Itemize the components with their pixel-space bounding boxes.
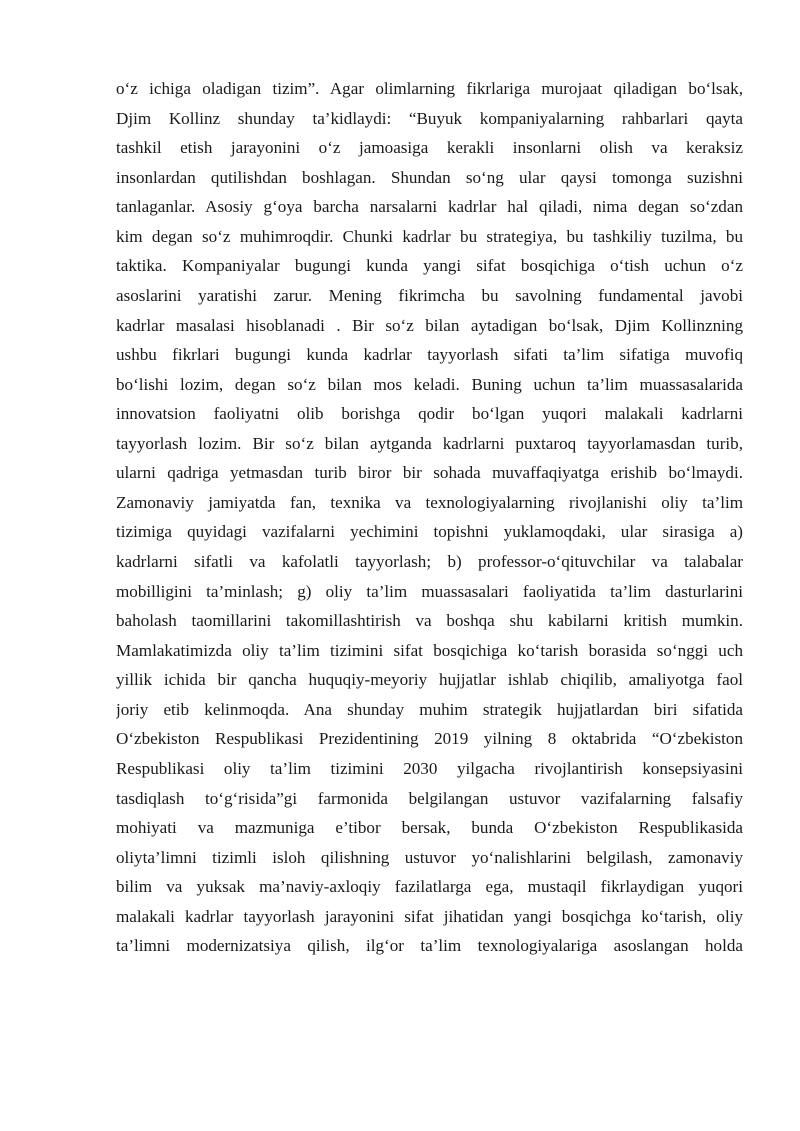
text-line: baholash taomillarini takomillashtirish va boshqa shu kabilarni kritish mumkin. <box>116 611 743 631</box>
text-line: malakali kadrlar tayyorlash jarayonini sifat jihatidan yangi bosqichga ko‘tarish, oliy <box>116 906 743 926</box>
text-line: kim degan so‘z muhimroqdir. Chunki kadrlar bu strategiya, bu tashkiliy tuzilma, bu <box>116 226 743 246</box>
text-line: taktika. Kompaniyalar bugungi kunda yangi sifat bosqichiga o‘tish uchun o‘z <box>116 256 743 276</box>
text-line: joriy etib kelinmoqda. Ana shunday muhim strategik hujjatlardan biri sifatida <box>116 699 743 719</box>
text-line: tashkil etish jarayonini o‘z jamoasiga kerakli insonlarni olish va keraksiz <box>116 138 743 158</box>
text-line: tizimiga quyidagi vazifalarni yechimini topishni yuklamoqdaki, ular sirasiga a) <box>116 522 743 542</box>
text-line: O‘zbekiston Respublikasi Prezidentining 2019 yilning 8 oktabrida “O‘zbekiston <box>116 729 743 749</box>
text-line: bo‘lishi lozim, degan so‘z bilan mos keladi. Buning uchun ta’lim muassasalarida <box>116 374 743 394</box>
text-line: tayyorlash lozim. Bir so‘z bilan aytganda kadrlarni puxtaroq tayyorlamasdan turib, <box>116 433 743 453</box>
text-line: Zamonaviy jamiyatda fan, texnika va texnologiyalarning rivojlanishi oliy ta’lim <box>116 492 743 512</box>
text-line: tasdiqlash to‘g‘risida”gi farmonida belgilangan ustuvor vazifalarning falsafiy <box>116 788 743 808</box>
text-line: Respublikasi oliy ta’lim tizimini 2030 yilgacha rivojlantirish konsepsiyasini <box>116 758 743 778</box>
text-line: Mamlakatimizda oliy ta’lim tizimini sifat bosqichiga ko‘tarish borasida so‘nggi uch <box>116 640 743 660</box>
text-line: bilim va yuksak ma’naviy-axloqiy fazilatlarga ega, mustaqil fikrlaydigan yuqori <box>116 877 743 897</box>
text-line: ta’limni modernizatsiya qilish, ilg‘or ta’lim texnologiyalariga asoslangan holda <box>116 936 743 956</box>
text-line: oliyta’limni tizimli isloh qilishning ustuvor yo‘nalishlarini belgilash, zamonaviy <box>116 847 743 867</box>
text-line: ushbu fikrlari bugungi kunda kadrlar tayyorlash sifati ta’lim sifatiga muvofiq <box>116 345 743 365</box>
text-line: mobilligini ta’minlash; g) oliy ta’lim muassasalari faoliyatida ta’lim dasturlarini <box>116 581 743 601</box>
text-line: Djim Kollinz shunday ta’kidlaydi: “Buyuk kompaniyalarning rahbarlari qayta <box>116 108 743 128</box>
text-line: kadrlar masalasi hisoblanadi . Bir so‘z bilan aytadigan bo‘lsak, Djim Kollinzning <box>116 315 743 335</box>
text-line: o‘z ichiga oladigan tizim”. Agar olimlarning fikrlariga murojaat qiladigan bo‘lsak, <box>116 79 743 98</box>
text-line: tanlaganlar. Asosiy g‘oya barcha narsalarni kadrlar hal qiladi, nima degan so‘zdan <box>116 197 743 217</box>
text-line: ularni qadriga yetmasdan turib biror bir sohada muvaffaqiyatga erishib bo‘lmaydi. <box>116 463 743 483</box>
text-line: insonlardan qutilishdan boshlagan. Shundan so‘ng ular qaysi tomonga suzishni <box>116 167 743 187</box>
text-line: asoslarini yaratishi zarur. Mening fikrimcha bu savolning fundamental javobi <box>116 285 743 305</box>
text-line: innovatsion faoliyatni olib borishga qodir bo‘lgan yuqori malakali kadrlarni <box>116 404 743 424</box>
text-line: yillik ichida bir qancha huquqiy-meyoriy hujjatlar ishlab chiqilib, amaliyotga faol <box>116 670 743 690</box>
body-text <box>116 74 743 961</box>
text-line: kadrlarni sifatli va kafolatli tayyorlash; b) professor-o‘qituvchilar va talabalar <box>116 552 743 571</box>
text-line: mohiyati va mazmuniga e’tibor bersak, bunda O‘zbekiston Respublikasida <box>116 818 743 838</box>
